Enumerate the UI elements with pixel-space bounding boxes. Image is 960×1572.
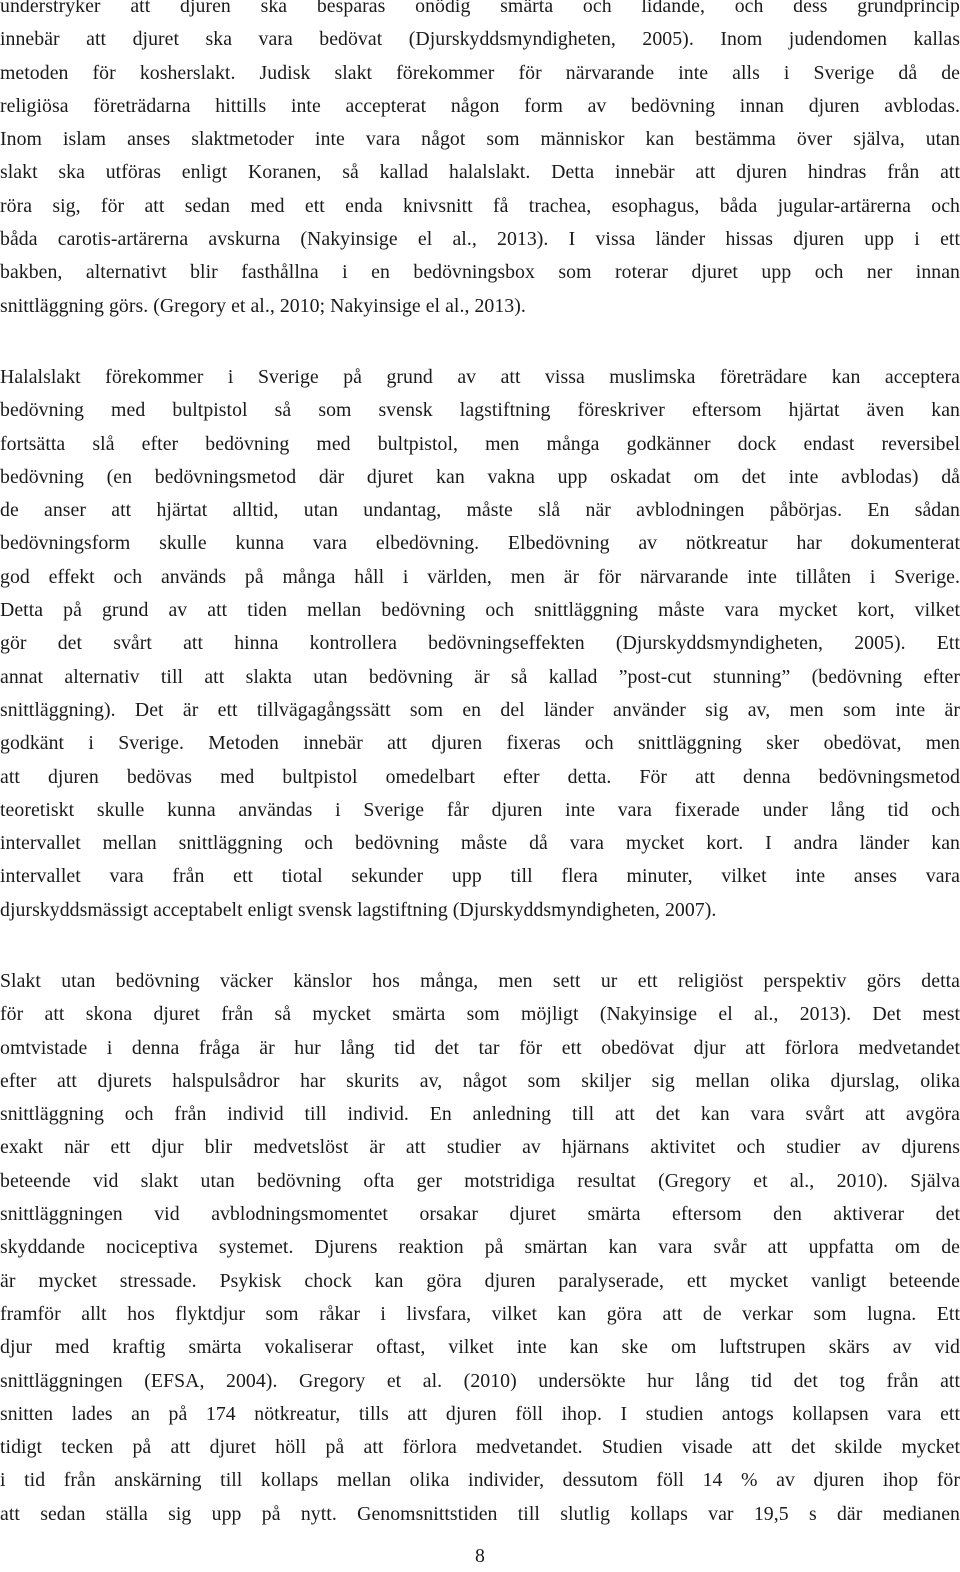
- text-line: i tid från anskärning till kollaps mellan olika individer, dessutom föll 14 % av djuren ihop för: [0, 1469, 960, 1492]
- text-line: snittläggningen vid avblodningsmomentet orsakar djuret smärta eftersom den aktiverar det: [0, 1203, 960, 1226]
- text-line: de anser att hjärtat alltid, utan undantag, måste slå när avblodningen påbörjas. En sådan: [0, 499, 960, 522]
- text-line: omtvistade i denna fråga är hur lång tid det tar för ett obedövat djur att förlora medvetandet: [0, 1036, 960, 1059]
- text-line: beteende vid slakt utan bedövning ofta ger motstridiga resultat (Gregory et al., 2010). Själva: [0, 1169, 960, 1192]
- text-line: innebär att djuret ska vara bedövat (Djurskyddsmyndigheten, 2005). Inom judendomen kallas: [0, 28, 960, 51]
- text-line: annat alternativ till att slakta utan bedövning är så kallad ”post-cut stunning” (bedövning efter: [0, 665, 960, 688]
- text-line: Slakt utan bedövning väcker känslor hos många, men sett ur ett religiöst perspektiv görs detta: [0, 970, 960, 992]
- text-line: understryker att djuren ska besparas onödig smärta och lidande, och dess grundprincip: [0, 0, 960, 17]
- text-line: bedövning (en bedövningsmetod där djuret kan vakna upp oskadat om det inte avblodas) då: [0, 465, 960, 488]
- text-line: att sedan ställa sig upp på nytt. Genomsnittstiden till slutlig kollaps var 19,5 s där medianen: [0, 1502, 960, 1525]
- text-line: snittläggningen (EFSA, 2004). Gregory et al. (2010) undersökte hur lång tid det tog från att: [0, 1369, 960, 1392]
- text-line: efter att djurets halspulsådror har skurits av, något som skiljer sig mellan olika djurslag, olika: [0, 1069, 960, 1092]
- text-line: fortsätta slå efter bedövning med bultpistol, men många godkänner dock endast reversibel: [0, 432, 960, 455]
- text-line: Inom islam anses slaktmetoder inte vara något som människor kan bestämma över själva, utan: [0, 128, 960, 151]
- text-line: bakben, alternativt blir fasthållna i en bedövningsbox som roterar djuret upp och ner innan: [0, 261, 960, 284]
- text-line: god effekt och används på många håll i världen, men är för närvarande inte tillåten i Sverige.: [0, 565, 960, 588]
- text-line: snittläggning görs. (Gregory et al., 2010; Nakyinsige el al., 2013).: [0, 294, 526, 317]
- text-line: gör det svårt att hinna kontrollera bedövningseffekten (Djurskyddsmyndigheten, 2005). Ett: [0, 632, 960, 655]
- text-line: metoden för kosherslakt. Judisk slakt förekommer för närvarande inte alls i Sverige då de: [0, 61, 960, 84]
- text-line: djur med kraftig smärta vokaliserar oftast, vilket inte kan ske om luftstrupen skärs av vid: [0, 1336, 960, 1359]
- paragraph-3: [0, 965, 960, 1531]
- text-line: båda carotis-artärerna avskurna (Nakyinsige el al., 2013). I vissa länder hissas djuren upp i ett: [0, 228, 960, 251]
- text-line: teoretiskt skulle kunna användas i Sverige får djuren inte vara fixerade under lång tid och: [0, 798, 960, 821]
- text-line: skyddande nociceptiva systemet. Djurens reaktion på smärtan kan vara svår att uppfatta om de: [0, 1236, 960, 1259]
- text-line: snittläggning och från individ till individ. En anledning till att det kan vara svårt att avgöra: [0, 1103, 960, 1126]
- text-line: Detta på grund av att tiden mellan bedövning och snittläggning måste vara mycket kort, vilket: [0, 599, 960, 622]
- text-line: intervallet mellan snittläggning och bedövning måste då vara mycket kort. I andra länder kan: [0, 832, 960, 855]
- text-line: exakt när ett djur blir medvetslöst är att studier av hjärnans aktivitet och studier av djurens: [0, 1136, 960, 1159]
- text-line: Halalslakt förekommer i Sverige på grund av att vissa muslimska företrädare kan acceptera: [0, 366, 960, 388]
- text-line: för att skona djuret från så mycket smärta som möjligt (Nakyinsige el al., 2013). Det mest: [0, 1003, 960, 1026]
- text-line: röra sig, för att sedan med ett enda knivsnitt få trachea, esophagus, båda jugular-artärerna och: [0, 194, 960, 217]
- text-line: slakt ska utföras enligt Koranen, så kallad halalslakt. Detta innebär att djuren hindras från att: [0, 161, 960, 184]
- paragraph-2: [0, 361, 960, 927]
- text-line: religiösa företrädarna hittills inte accepterat någon form av bedövning innan djuren avblodas.: [0, 94, 960, 117]
- text-line: snittläggning). Det är ett tillvägagångssätt som en del länder använder sig av, men som inte är: [0, 698, 960, 721]
- text-line: godkänt i Sverige. Metoden innebär att djuren fixeras och snittläggning sker obedövat, men: [0, 732, 960, 755]
- text-line: är mycket stressade. Psykisk chock kan göra djuren paralyserade, ett mycket vanligt beteende: [0, 1269, 960, 1292]
- text-line: djurskyddsmässigt acceptabelt enligt svensk lagstiftning (Djurskyddsmyndigheten, 2007).: [0, 898, 717, 921]
- text-line: bedövning med bultpistol så som svensk lagstiftning föreskriver eftersom hjärtat även kan: [0, 399, 960, 422]
- text-line: bedövningsform skulle kunna vara elbedövning. Elbedövning av nötkreatur har dokumenterat: [0, 532, 960, 555]
- paragraph-1: [0, 0, 960, 323]
- text-line: att djuren bedövas med bultpistol omedelbart efter detta. För att denna bedövningsmetod: [0, 765, 960, 788]
- page-number: 8: [475, 1545, 485, 1567]
- text-line: framför allt hos flyktdjur som råkar i livsfara, vilket kan göra att de verkar som lugna. Ett: [0, 1302, 960, 1325]
- text-line: snitten lades an på 174 nötkreatur, tills att djuren föll ihop. I studien antogs kollapsen vara ett: [0, 1402, 960, 1425]
- text-line: intervallet vara från ett tiotal sekunder upp till flera minuter, vilket inte anses vara: [0, 865, 960, 888]
- text-line: tidigt tecken på att djuret höll på att förlora medvetandet. Studien visade att det skilde mycket: [0, 1436, 960, 1459]
